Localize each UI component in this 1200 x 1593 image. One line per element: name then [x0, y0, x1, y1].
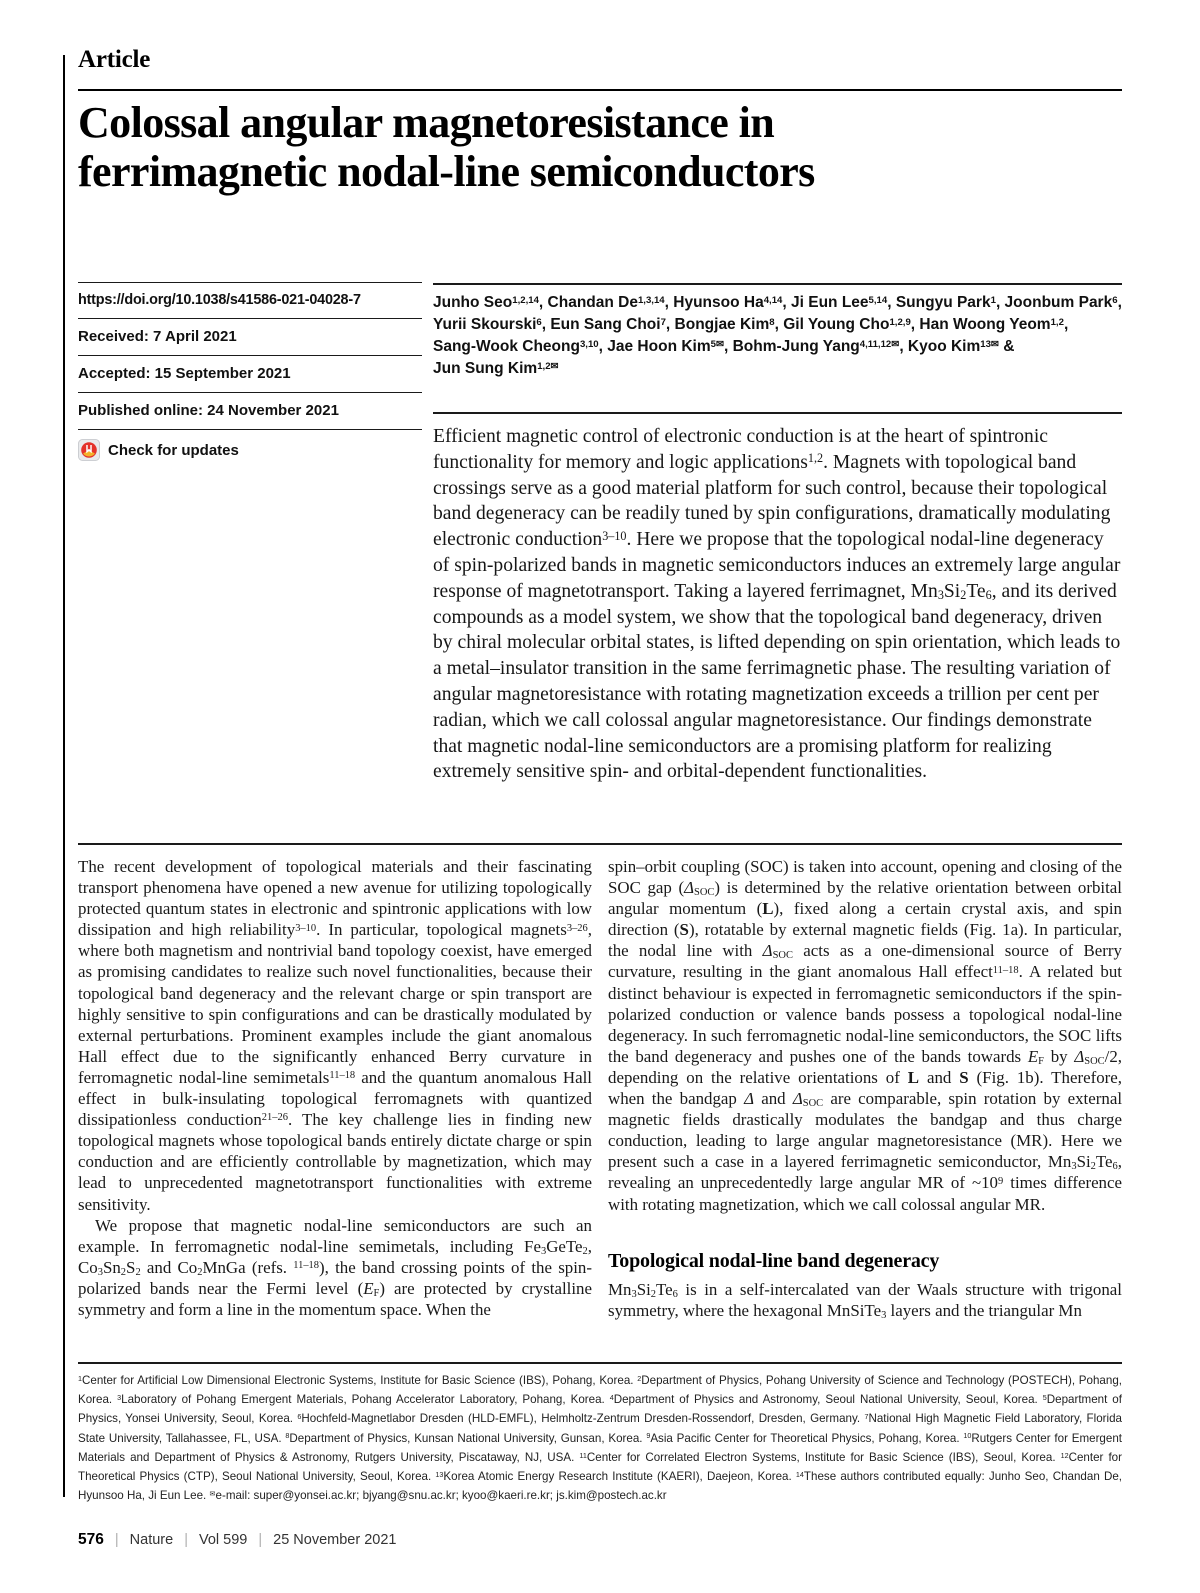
title-line-2: ferrimagnetic nodal-line semiconductors	[78, 147, 815, 196]
crossmark-icon	[78, 439, 100, 461]
affiliations-footnotes: $^1$Center for Artificial Low Dimensional Electronic Systems, Institute for Basic Science (IBS), Pohang, Korea. $^2$Department of Physics, Pohang University of Science and Technology (POSTECH), Pohang, Korea. $^3$Laboratory of Pohang Emergent Materials, Pohang Accelerator Laboratory, Pohang, Korea. $^4$Department of Physics and Astronomy, Seoul National University, Seoul, Korea. $^5$Department of Physics, Yonsei University, Seoul, Korea. $^6$Hochfeld-Magnetlabor Dresden (HLD-EMFL), Helmholtz-Zentrum Dresden-Rossendorf, Dresden, Germany. $^7$National High Magnetic Field Laboratory, Florida State University, Tallahassee, FL, USA. $^8$Department of Physics, Kunsan National University, Gunsan, Korea. $^9$Asia Pacific Center for Theoretical Physics, Pohang, Korea. $^{10}$Rutgers Center for Emergent Materials and Department of Physics & Astronomy, Rutgers University, Piscataway, NJ, USA. $^{11}$Center for Correlated Electron Systems, Institute for Basic Science (IBS), Seoul, Korea. $^{12}$Center for Theoretical Physics (CTP), Seoul National University, Seoul, Korea. $^{13}$Korea Atomic Energy Research Institute (KAERI), Daejeon, Korea. $^{14}$These authors contributed equally: Junho Seo, Chandan De, Hyunsoo Ha, Ji Eun Lee. ✉e-mail: super@yonsei.ac.kr; bjyang@snu.ac.kr; kyoo@kaeri.re.kr; js.kim@postech.ac.kr	[78, 1373, 1122, 1503]
check-for-updates-badge[interactable]	[78, 429, 422, 471]
doi-link[interactable]: https://doi.org/10.1038/s41586-021-04028-7	[78, 282, 422, 318]
check-for-updates-label: Check for updates	[108, 441, 239, 459]
footer-separator: |	[184, 1532, 188, 1548]
published-date: Published online: 24 November 2021	[78, 392, 422, 429]
body-paragraph: We propose that magnetic nodal-line semiconductors are such an example. In ferromagnetic nodal-line semimetals, including $Fe_3GeTe_2$, $Co_3Sn_2S_2$ and $Co_2MnGa$ (refs. $^{11-18}$), the band crossing points of the spin-polarized bands near the Fermi level $(E_F)$ are protected by crystalline symmetry and form a line in the momentum space. When the	[78, 1215, 592, 1319]
section-heading: Topological nodal-line band degeneracy	[608, 1249, 940, 1272]
page-title	[78, 98, 1128, 196]
article-kicker: Article	[78, 46, 151, 73]
body-column-left	[78, 856, 592, 1320]
body-divider	[78, 843, 1122, 845]
footnotes-divider	[78, 1362, 1122, 1364]
author-line: Sang-Wook Cheong$^{3,10}$, Jae Hoon Kim$^{5✉}$, Bohm-Jung Yang$^{4,11,12✉}$, Kyoo Kim$^{13✉}$ &	[433, 338, 1015, 355]
footer-journal: Nature	[129, 1532, 174, 1548]
accepted-date: Accepted: 15 September 2021	[78, 355, 422, 392]
author-list	[433, 292, 1122, 380]
kicker-divider	[78, 89, 1122, 91]
received-date: Received: 7 April 2021	[78, 318, 422, 355]
footer-page-number: 576	[78, 1531, 104, 1548]
abstract-divider	[433, 412, 1122, 414]
footer-separator: |	[258, 1532, 263, 1548]
article-metadata	[78, 282, 422, 471]
author-line: Yurii Skourski$^6$, Eun Sang Choi$^7$, Bongjae Kim$^8$, Gil Young Cho$^{1,2,9}$, Han Woong Yeom$^{1,2}$,	[433, 316, 1069, 333]
authors-divider	[433, 283, 1122, 285]
author-line: Jun Sung Kim$^{1,2✉}$	[433, 360, 559, 377]
body-paragraph: The recent development of topological materials and their fascinating transport phenomena have opened a new avenue for utilizing topologically protected quantum states in electronic and spintronic applications with low dissipation and high reliability$^{3-10}$. In particular, topological magnets$^{3-26}$, where both magnetism and nontrivial band topology coexist, have emerged as promising candidates to realize such novel functionalities, because their topological band degeneracy and the relevant charge or spin transport are highly sensitive to spin configurations and can be drastically modulated by external perturbations. Prominent examples include the giant anomalous Hall effect due to the significantly enhanced Berry curvature in ferromagnetic nodal-line semimetals$^{11-18}$ and the quantum anomalous Hall effect in bulk-insulating topological ferromagnets with quantized dissipationless conduction$^{21-26}$. The key challenge lies in finding new topological magnets whose topological bands entirely dictate charge or spin conduction and are efficiently controllable by magnetization, which may lead to unprecedented magnetotransport functionalities with extreme sensitivity.	[78, 857, 592, 1214]
abstract-text: Efficient magnetic control of electronic conduction is at the heart of spintronic functionality for memory and logic applications$^{1,2}$. Magnets with topological band crossings serve as a good material platform for such control, because their topological band degeneracy can be readily tuned by spin configurations, dramatically modulating electronic conduction$^{3-10}$. Here we propose that the topological nodal-line degeneracy of spin-polarized bands in magnetic semiconductors induces an extremely large angular response of magnetotransport. Taking a layered ferrimagnet, $Mn_3Si_2Te_6$, and its derived compounds as a model system, we show that the topological band degeneracy, driven by chiral molecular orbital states, is lifted depending on spin orientation, which leads to a metal–insulator transition in the same ferrimagnetic phase. The resulting variation of angular magnetoresistance with rotating magnetization exceeds a trillion per cent per radian, which we call colossal angular magnetoresistance. Our findings demonstrate that magnetic nodal-line semiconductors are a promising platform for realizing extremely sensitive spin- and orbital-dependent functionalities.	[433, 426, 1121, 783]
body-column-right	[608, 856, 1122, 1321]
body-paragraph: $Mn_3Si_2Te_6$ is in a self-intercalated van der Waals structure with trigonal symmetry, where the hexagonal MnSiTe$_3$ layers and the triangular Mn	[608, 1279, 1122, 1321]
title-line-1: Colossal angular magnetoresistance in	[78, 98, 775, 147]
page-footer	[78, 1531, 396, 1549]
footer-separator: |	[114, 1532, 119, 1548]
footer-volume: Vol 599	[198, 1532, 248, 1548]
body-paragraph: spin–orbit coupling (SOC) is taken into account, opening and closing of the SOC gap $(\Delta_{SOC})$ is determined by the relative orientation between orbital angular momentum (L), fixed along a certain crystal axis, and spin direction (S), rotatable by external magnetic fields (Fig. 1a). In particular, the nodal line with $\Delta_{SOC}$ acts as a one-dimensional source of Berry curvature, resulting in the giant anomalous Hall effect$^{11-18}$. A related but distinct behaviour is expected in ferromagnetic semiconductors if the spin-polarized conduction or valence bands possess a topological nodal-line degeneracy. In such ferromagnetic nodal-line semiconductors, the SOC lifts the band degeneracy and pushes one of the bands towards $E_F$ by $\Delta_{SOC}/2$, depending on the relative orientations of L and S (Fig. 1b). Therefore, when the bandgap Δ and $\Delta_{SOC}$ are comparable, spin rotation by external magnetic fields drastically modulates the bandgap and thus charge conduction, leading to large angular magnetoresistance (MR). Here we present such a case in a layered ferrimagnetic semiconductor, $Mn_3Si_2Te_6$, revealing an unprecedentedly large angular MR of $\sim 10^9$ times difference with rotating magnetization, which we call colossal angular MR.	[608, 857, 1123, 1214]
left-margin-rule	[63, 55, 65, 1497]
footer-date: 25 November 2021	[273, 1532, 397, 1548]
author-line: Junho Seo$^{1,2,14}$, Chandan De$^{1,3,14}$, Hyunsoo Ha$^{4,14}$, Ji Eun Lee$^{5,14}$, Sungyu Park$^1$, Joonbum Park$^6$,	[433, 294, 1122, 311]
